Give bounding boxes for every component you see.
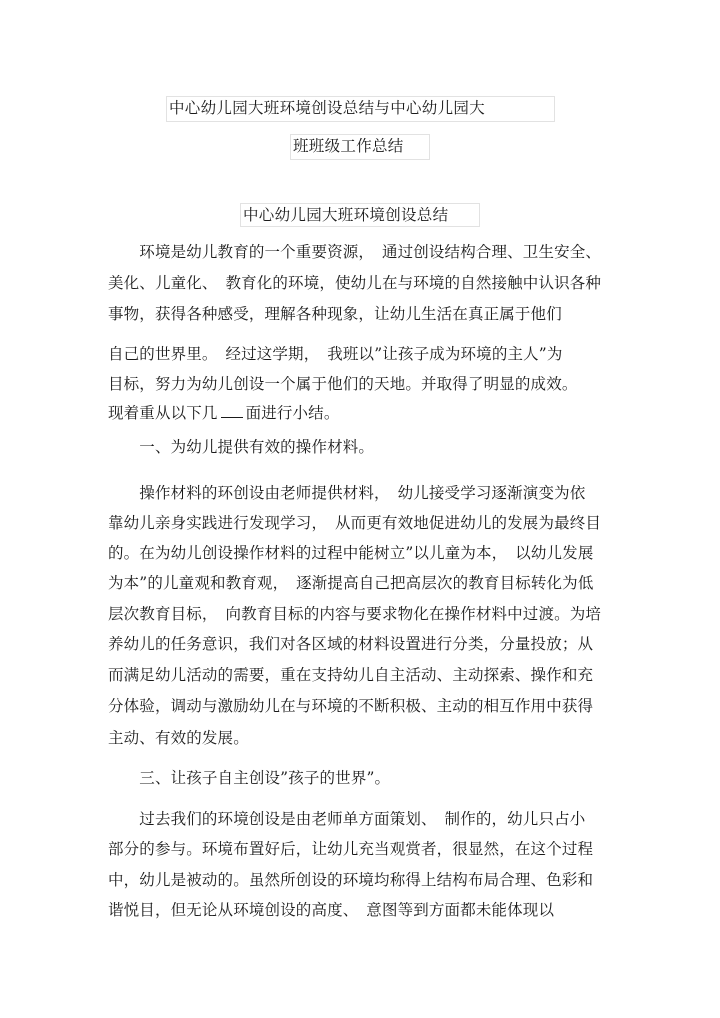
- main-title-line-1: 中心幼儿园大班环境创设总结与中心幼儿园大: [166, 96, 555, 122]
- paragraph-line: 为本”的儿童观和教育观， 逐渐提高自己把高层次的教育目标转化为低: [108, 574, 594, 592]
- paragraph-line: 主动、有效的发展。: [108, 729, 249, 747]
- paragraph-line: 层次教育目标， 向教育目标的内容与要求物化在操作材料中过渡。为培: [108, 605, 602, 623]
- main-title-line-2: 班班级工作总结: [290, 134, 430, 160]
- paragraph-line: 养幼儿的任务意识，我们对各区域的材料设置进行分类，分量投放；从: [108, 635, 594, 653]
- blank-underline: [221, 403, 243, 418]
- paragraph-line-with-blank: [108, 402, 339, 424]
- paragraph-line: 美化、儿童化、 教育化的环境，使幼儿在与环境的自然接触中认识各种: [108, 274, 602, 292]
- paragraph-line: 自己的世界里。 经过这学期， 我班以”让孩子成为环境的主人”为: [108, 345, 563, 363]
- section-title: 中心幼儿园大班环境创设总结: [240, 203, 480, 227]
- paragraph-line: 环境是幼儿教育的一个重要资源， 通过创设结构合理、卫生安全、: [108, 243, 602, 261]
- paragraph-line: 靠幼儿亲身实践进行发现学习， 从而更有效地促进幼儿的发展为最终目: [108, 514, 602, 532]
- paragraph-line: 而满足幼儿活动的需要，重在支持幼儿自主活动、主动探索、操作和充: [108, 666, 594, 684]
- paragraph-line: 谐悦目，但无论从环境创设的高度、 意图等到方面都未能体现以: [108, 901, 555, 919]
- section-heading-1: 一、为幼儿提供有效的操作材料。: [108, 438, 375, 456]
- line-text-before-blank: 现着重从以下几: [108, 404, 218, 422]
- paragraph-line: 分体验，调动与激励幼儿在与环境的不断积极、主动的相互作用中获得: [108, 697, 594, 715]
- paragraph-line: 操作材料的环创设由老师提供材料， 幼儿接受学习逐渐演变为依: [108, 484, 586, 502]
- paragraph-line: 部分的参与。环境布置好后，让幼儿充当观赏者，很显然，在这个过程: [108, 840, 594, 858]
- section-heading-3: 三、让孩子自主创设”孩子的世界”。: [108, 769, 391, 787]
- paragraph-line: 目标，努力为幼儿创设一个属于他们的天地。并取得了明显的成效。: [108, 375, 578, 393]
- paragraph-line: 过去我们的环境创设是由老师单方面策划、 制作的，幼儿只占小: [108, 810, 586, 828]
- paragraph-line: 的。在为幼儿创设操作材料的过程中能树立”以儿童为本， 以幼儿发展: [108, 544, 594, 562]
- paragraph-line: 中，幼儿是被动的。虽然所创设的环境均称得上结构布局合理、色彩和: [108, 871, 594, 889]
- line-text-after-blank: 面进行小结。: [245, 404, 340, 422]
- paragraph-line: 事物，获得各种感受，理解各种现象，让幼儿生活在真正属于他们: [108, 305, 562, 323]
